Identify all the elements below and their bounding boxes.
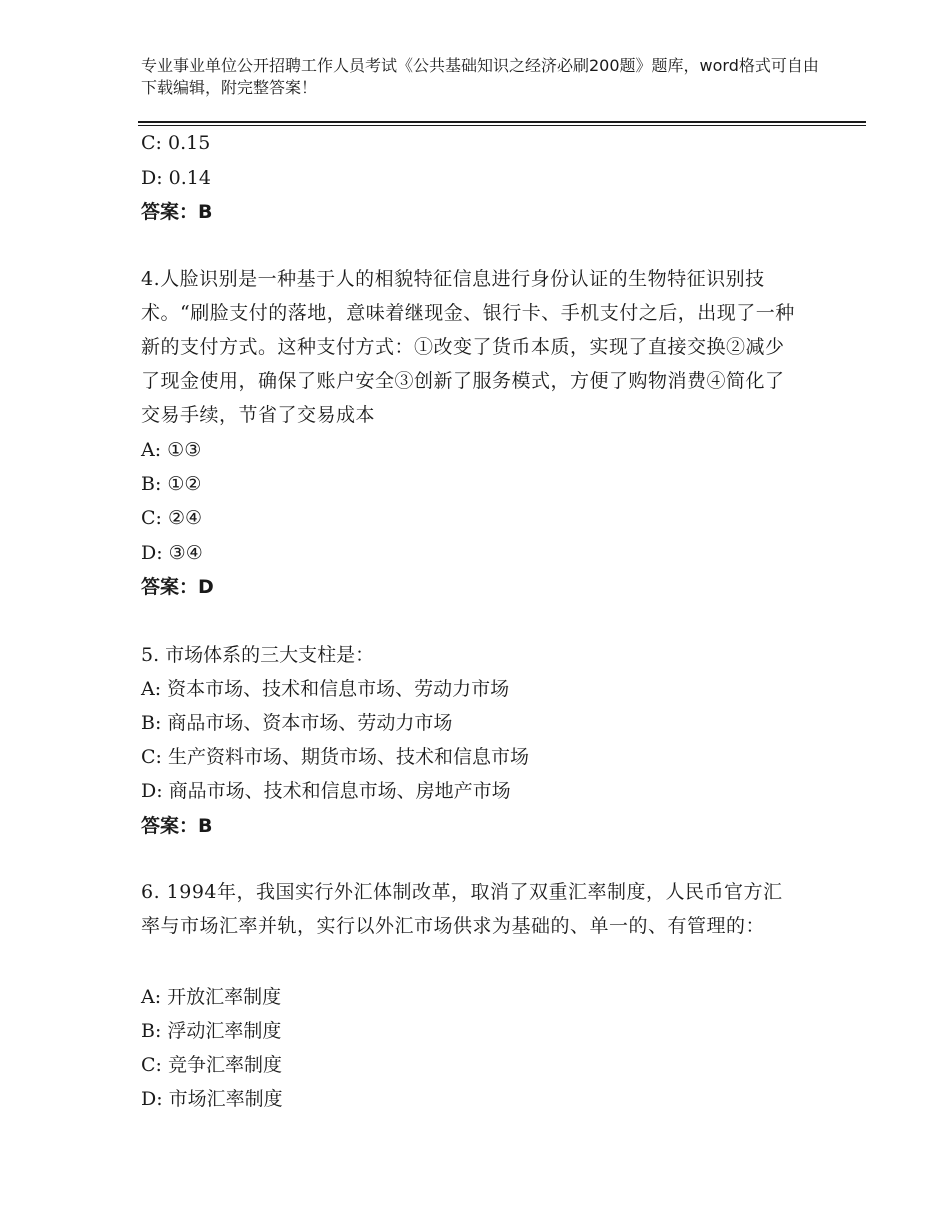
q4-answer: 答案：D xyxy=(141,576,214,598)
q3-option-c: C: 0.15 xyxy=(141,132,211,154)
q5-option-a: A: 资本市场、技术和信息市场、劳动力市场 xyxy=(141,678,510,700)
q3-answer: 答案：B xyxy=(141,201,213,223)
q5-option-d: D: 商品市场、技术和信息市场、房地产市场 xyxy=(141,780,511,802)
q6-option-b: B: 浮动汇率制度 xyxy=(141,1020,282,1042)
q4-stem: 4.人脸识别是一种基于人的相貌特征信息进行身份认证的生物特征识别技术。“刷脸支付的落地，意味着继现金、银行卡、手机支付之后，出现了一种新的支付方式。这种支付方式：①改变了货币本质，实现了直接交换②减少了现金使用，确保了账户安全③创新了服务模式，方便了购物消费④简化了交易手续，节省了交易成本 xyxy=(141,268,795,426)
q3-option-d: D: 0.14 xyxy=(141,167,211,189)
q4-option-b: B: ①② xyxy=(141,473,202,495)
document-header: 专业事业单位公开招聘工作人员考试《公共基础知识之经济必刷200题》题库，word格式可自由下载编辑，附完整答案！ xyxy=(141,56,819,97)
q6-stem: 6. 1994年，我国实行外汇体制改革，取消了双重汇率制度，人民币官方汇率与市场汇率并轨，实行以外汇市场供求为基础的、单一的、有管理的： xyxy=(141,881,783,937)
q6-option-a: A: 开放汇率制度 xyxy=(141,986,282,1008)
q5-option-c: C: 生产资料市场、期货市场、技术和信息市场 xyxy=(141,746,529,768)
q4-option-d: D: ③④ xyxy=(141,542,203,564)
header-rule-thin xyxy=(138,125,866,126)
q4-option-a: A: ①③ xyxy=(141,439,202,461)
q6-option-d: D: 市场汇率制度 xyxy=(141,1088,283,1110)
q5-answer: 答案：B xyxy=(141,815,213,837)
header-rule-thick xyxy=(138,121,866,123)
q6-option-c: C: 竞争汇率制度 xyxy=(141,1054,282,1076)
q5-option-b: B: 商品市场、资本市场、劳动力市场 xyxy=(141,712,453,734)
q4-option-c: C: ②④ xyxy=(141,507,203,529)
q5-stem: 5. 市场体系的三大支柱是： xyxy=(141,644,375,666)
